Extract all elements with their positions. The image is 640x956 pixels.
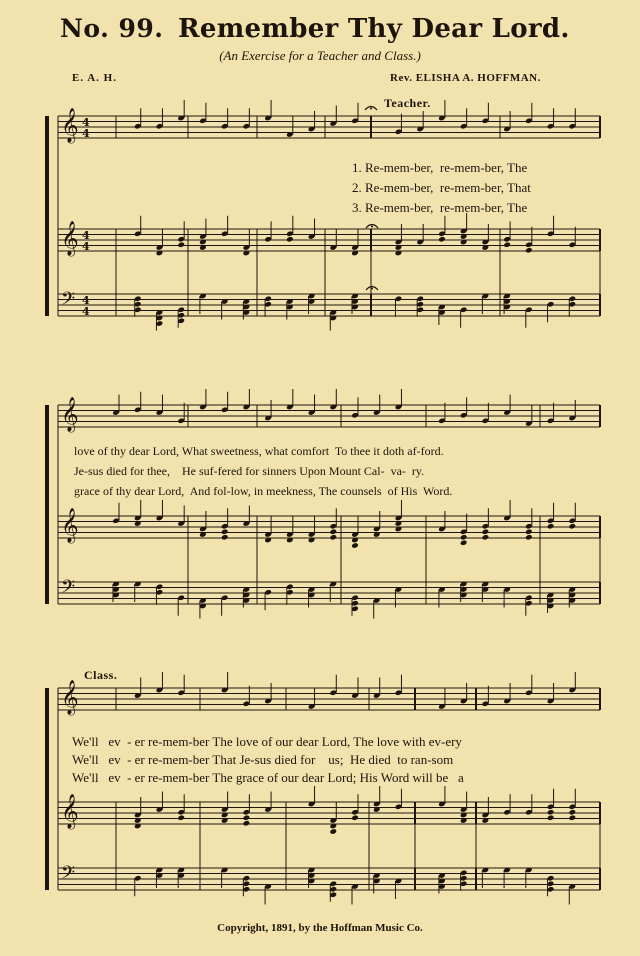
note-head [547,523,555,530]
note-head [525,528,533,535]
note-head [351,814,359,821]
hymn-number: No. 99. [60,14,164,43]
lyric-s3-verse3: We'll ev - er re-mem-ber The grace of our dear Lord; His Word will be a [72,770,464,785]
time-signature-bottom: 4 [82,240,90,253]
part-label-teacher: Teacher. [384,96,431,110]
treble-clef-icon: 𝄞 [61,108,79,143]
note-head [568,523,576,530]
note-head [329,528,337,535]
treble-clef-icon: 𝄞 [61,221,79,256]
note-head [568,814,576,821]
note-head [329,534,337,541]
note-head [221,534,229,541]
lyric-s2-verse1: love of thy dear Lord, What sweetness, what comfort To thee it doth af-ford. [74,444,444,458]
time-signature-bottom: 4 [82,305,90,318]
lyric-s1-verse2: 2. Re-mem-ber, re-mem-ber, That [352,180,531,195]
hymn-subtitle: (An Exercise for a Teacher and Class.) [219,48,421,63]
treble-clef-icon: 𝄞 [61,680,79,715]
fermata-dot [371,288,373,290]
lyric-s3-verse1: We'll ev - er re-mem-ber The love of our dear Lord, The love with ev-ery [72,734,462,749]
lyric-s1-verse3: 3. Re-mem-ber, re-mem-ber, The [352,200,528,215]
note-head [482,534,490,541]
author-credit: Rev. ELISHA A. HOFFMAN. [390,72,541,84]
note-head [438,236,446,243]
note-head [329,828,337,835]
treble-clef-icon: 𝄞 [61,508,79,543]
time-signature-bottom: 4 [82,127,90,140]
note-head [547,814,555,821]
treble-clef-icon: 𝄞 [61,794,79,829]
time-signature-top: 4 [82,229,90,242]
note-head [460,534,468,541]
lyric-s3-verse2: We'll ev - er re-mem-ber That Je-sus died for us; He died to ran-som [72,752,454,767]
fermata-dot [370,108,372,110]
bass-clef-icon: 𝄢 [61,863,76,888]
lyric-s2-verse3: grace of thy dear Lord, And fol-low, in meekness, The counsels of His Word. [74,484,453,498]
time-signature-top: 4 [82,116,90,129]
part-label-class: Class. [84,668,118,682]
composer-credit: E. A. H. [72,72,117,84]
hymn-title: Remember Thy Dear Lord. [178,14,570,44]
lyric-s1-verse1: 1. Re-mem-ber, re-mem-ber, The [352,160,528,175]
fermata-dot [371,226,373,228]
note-head [482,528,490,535]
note-head [243,814,251,821]
note-head [525,534,533,541]
note-head [221,528,229,535]
note-head [351,542,359,549]
note-head [547,809,555,816]
note-head [286,236,294,243]
bass-clef-icon: 𝄢 [61,289,76,314]
note-head [177,814,185,821]
note-head [243,820,251,827]
copyright-notice: Copyright, 1891, by the Hoffman Music Co. [217,922,423,934]
note-head [460,539,468,546]
lyric-s2-verse2: Je-sus died for thee, He suf-fered for sinners Upon Mount Cal- va- ry. [74,464,425,478]
time-signature-top: 4 [82,294,90,307]
note-head [568,809,576,816]
treble-clef-icon: 𝄞 [61,397,79,432]
note-head [177,241,185,248]
note-head [503,241,511,248]
note-head [525,247,533,254]
bass-clef-icon: 𝄢 [61,577,76,602]
